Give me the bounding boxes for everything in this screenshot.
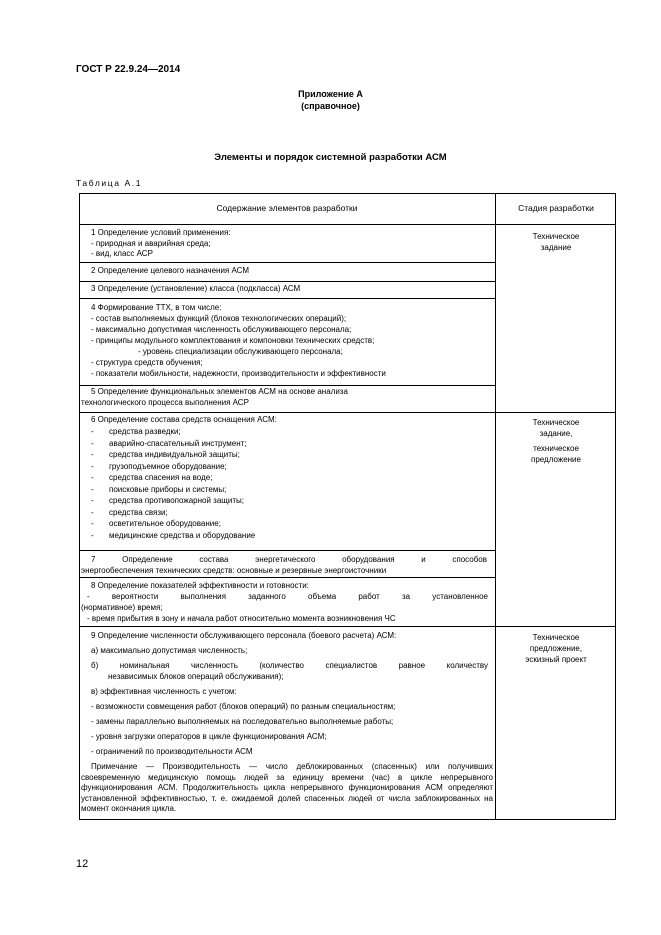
row-9-item: - ограничений по производительности АСМ xyxy=(91,747,253,756)
row-6-bullet: - xyxy=(91,507,94,517)
row-6-bullet: - xyxy=(91,519,94,528)
row-6-bullet: - xyxy=(91,450,94,459)
row-4-heading: 4 Формирование ТТХ, в том числе: xyxy=(91,303,222,312)
row-9-item: - замены параллельно выполняемых на последовательно выполняемые работы; xyxy=(91,717,394,726)
row-6-bullet: - xyxy=(91,530,94,540)
row-divider xyxy=(79,298,496,299)
stage-2-line: Техническое xyxy=(532,418,580,427)
row-9-item: - уровня загрузки операторов в цикле функционирования АСМ; xyxy=(91,732,327,741)
row-6-item: осветительное оборудование; xyxy=(109,519,221,528)
row-6-item: средства индивидуальной защиты; xyxy=(109,450,240,459)
stage-2-line: техническое xyxy=(533,444,579,453)
row-6-bullet: - xyxy=(91,427,94,436)
row-6-bullet: - xyxy=(91,484,94,494)
appendix-title: Приложение А xyxy=(298,89,363,99)
row-divider xyxy=(79,262,496,263)
row-divider xyxy=(79,626,616,627)
row-6-item: средства связи; xyxy=(109,507,168,517)
row-9-heading: 9 Определение численности обслуживающего персонала (боевого расчета) АСМ: xyxy=(91,631,397,640)
row-2-heading: 2 Определение целевого назначения АСМ xyxy=(91,266,249,275)
row-4-item: - показатели мобильности, надежности, производительности и эффективности xyxy=(91,369,386,378)
row-4-item: - состав выполняемых функций (блоков технологических операций); xyxy=(91,314,347,323)
row-4-item: - уровень специализации обслуживающего персонала; xyxy=(138,347,343,356)
row-divider xyxy=(79,412,616,413)
section-title: Элементы и порядок системной разработки АСМ xyxy=(214,152,447,163)
row-divider xyxy=(79,550,496,551)
table-note: Примечание — Производительность — число деблокированных (спасенных) или получивших своевременную медицинскую помощь людей за единицу времени (час) в цикле непрерывного функционирования АСМ. Продолжительность цикла непрерывного функционирования АСМ определяют установленной эффективностью, т. е. ожидаемой долей спасенных людей от числа заблокированных на момент окончания цикла. xyxy=(81,762,493,813)
table-border xyxy=(79,819,616,820)
stage-3 xyxy=(496,632,616,665)
stage-3-line: эскизный проект xyxy=(525,655,587,664)
row-9-item: в) эффективная численность с учетом: xyxy=(91,687,237,696)
row-6-item: средства спасения на воде; xyxy=(109,473,213,482)
row-9-item: б) номинальная численность (количество специалистов равное количеству xyxy=(91,661,488,670)
row-5-heading: 5 Определение функциональных элементов АСМ на основе анализа xyxy=(91,387,348,396)
row-4-item: - принципы модульного комплектования и компоновки технических средств; xyxy=(91,336,375,345)
row-1-item: - природная и аварийная среда; xyxy=(91,238,211,248)
table-border xyxy=(79,193,80,820)
stage-1-line: Техническое xyxy=(532,232,580,241)
row-7-item: энергообеспечения технических средств: основные и резервные энергоисточники xyxy=(81,566,387,575)
row-divider xyxy=(79,224,616,225)
row-6-bullet: - xyxy=(91,461,94,471)
row-6-item: поисковые приборы и системы; xyxy=(109,484,227,494)
stage-1 xyxy=(496,231,616,253)
page-number: 12 xyxy=(76,858,89,870)
row-6-heading: 6 Определение состава средств оснащения АСМ: xyxy=(91,415,277,424)
table-border xyxy=(79,193,616,194)
row-6-bullet: - xyxy=(91,473,94,482)
column-header-stage: Стадия разработки xyxy=(518,203,594,213)
column-divider xyxy=(495,193,496,820)
row-3-heading: 3 Определение (установление) класса (подкласса) АСМ xyxy=(91,284,301,293)
column-header-content: Содержание элементов разработки xyxy=(216,203,358,213)
row-6-item: медицинские средства и оборудование xyxy=(109,530,256,540)
stage-3-line: предложение, xyxy=(529,644,583,653)
row-6-item: средства разведки; xyxy=(109,427,181,436)
row-4-item: - структура средств обучения; xyxy=(91,358,203,367)
row-divider xyxy=(79,577,496,578)
row-9-item: - возможности совмещения работ (блоков операций) по разным специальностям; xyxy=(91,702,396,711)
table-label: Таблица А.1 xyxy=(76,178,143,188)
row-1-item: - вид, класс АСР xyxy=(91,249,153,258)
row-8-item: - вероятности выполнения заданного объема работ за установленное xyxy=(87,592,488,601)
row-8-item: (нормативное) время; xyxy=(81,603,163,612)
stage-2-line: предложение xyxy=(531,455,581,464)
row-9-item: независимых блоков операций обслуживания); xyxy=(108,672,284,681)
document-code: ГОСТ Р 22.9.24—2014 xyxy=(76,64,181,75)
row-6-bullet: - xyxy=(91,496,94,505)
table xyxy=(79,193,616,820)
stage-3-line: Техническое xyxy=(532,633,580,642)
row-divider xyxy=(79,385,496,386)
row-6-item: грузоподъемное оборудование; xyxy=(109,461,227,471)
stage-2-line: задание, xyxy=(539,429,573,438)
row-divider xyxy=(79,281,496,282)
stage-2 xyxy=(496,417,616,465)
row-4-item: - максимально допустимая численность обслуживающего персонала; xyxy=(91,325,352,334)
stage-1-line: задание xyxy=(540,243,572,252)
row-6-bullet: - xyxy=(91,438,94,448)
row-8-heading: 8 Определение показателей эффективности и готовности: xyxy=(91,581,309,590)
row-6-item: средства противопожарной защиты; xyxy=(109,496,244,505)
row-7-heading: 7 Определение состава энергетического оборудования и способов xyxy=(91,555,487,564)
row-5-item: технологического процесса выполнения АСР xyxy=(81,398,249,407)
row-8-item: - время прибытия в зону и начала работ относительно момента возникновения ЧС xyxy=(87,614,396,623)
row-1-heading: 1 Определение условий применения: xyxy=(91,228,231,237)
row-9-item: а) максимально допустимая численность; xyxy=(91,646,248,655)
row-6-item: аварийно-спасательный инструмент; xyxy=(109,438,247,448)
appendix-subtitle: (справочное) xyxy=(301,101,360,111)
table-border xyxy=(615,193,616,820)
